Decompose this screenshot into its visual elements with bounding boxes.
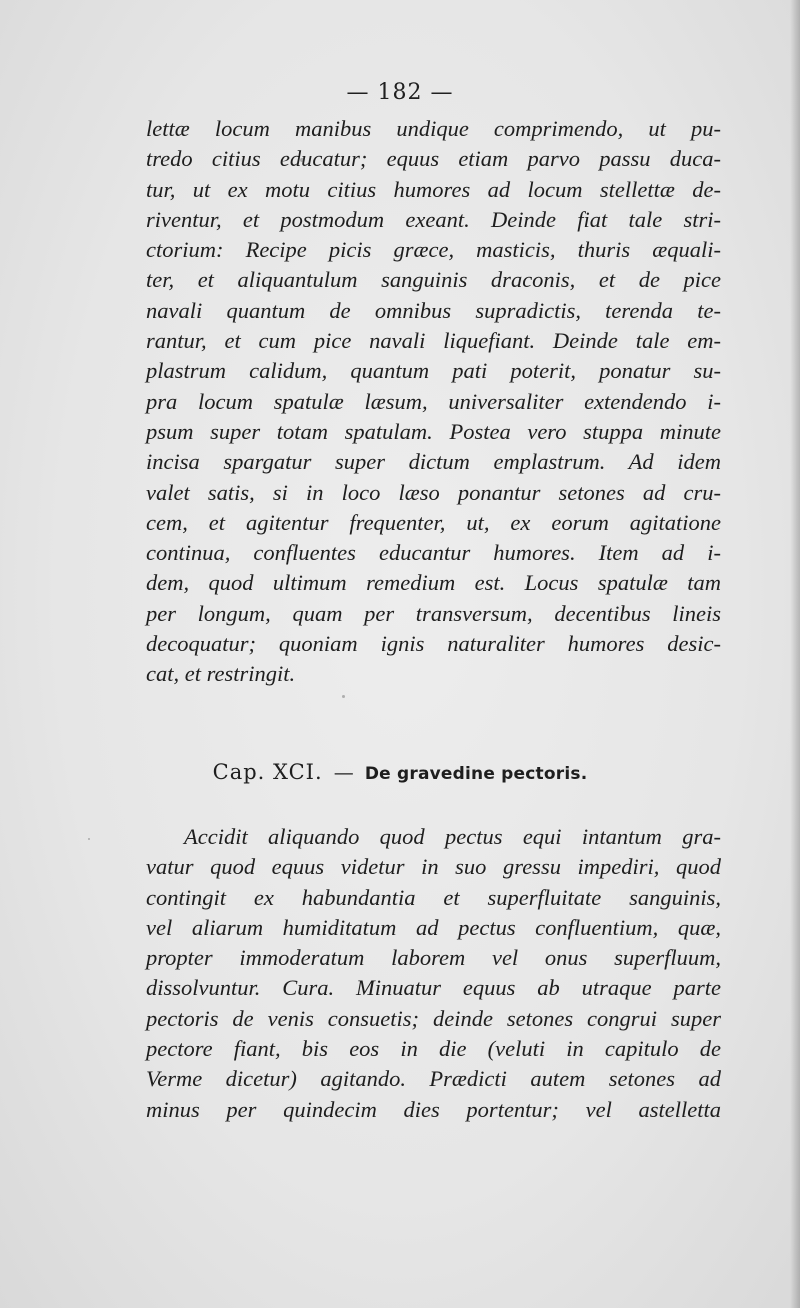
text-line: incisa spargatur super dictum emplastrum. Ad idem (146, 449, 721, 475)
text-line: decoquatur; quoniam ignis naturaliter humores desic- (146, 631, 721, 657)
text-line: psum super totam spatulam. Postea vero stuppa minute (146, 418, 721, 444)
text-line: plastrum calidum, quantum pati poterit, ponatur su- (146, 358, 721, 384)
text-line: pra locum spatulæ læsum, universaliter extendendo i- (146, 388, 721, 414)
paper-speck (342, 695, 345, 698)
text-line: lettæ locum manibus undique comprimendo, ut pu- (146, 116, 721, 141)
chapter-number: Cap. XCI. (212, 760, 323, 784)
page-edge-shadow (790, 0, 800, 1308)
text-line: cat, et restringit. (146, 661, 296, 687)
text-line: Verme dicetur) agitando. Prædicti autem setones ad (146, 1066, 721, 1092)
text-line: minus per quindecim dies portentur; vel astelletta (146, 1096, 721, 1122)
text-line: pectoris de venis consuetis; deinde setones congrui super (146, 1005, 721, 1031)
text-line: ctorium: Recipe picis græce, masticis, thuris æquali- (146, 237, 721, 263)
text-line: dem, quod ultimum remedium est. Locus spatulæ tam (146, 570, 721, 596)
text-line: contingit ex habundantia et superfluitate sanguinis, (146, 884, 721, 910)
text-line: tredo citius educatur; equus etiam parvo passu duca- (146, 146, 721, 172)
text-line: pectore fiant, bis eos in die (veluti in capitulo de (146, 1036, 721, 1062)
chapter-paragraph (146, 822, 721, 1125)
text-line: navali quantum de omnibus supradictis, terenda te- (146, 297, 721, 323)
text-line: per longum, quam per transversum, decentibus lineis (146, 600, 721, 626)
text-line: dissolvuntur. Cura. Minuatur equus ab utraque parte (146, 975, 721, 1001)
paper-speck (88, 838, 90, 840)
text-line: valet satis, si in loco læso ponantur setones ad cru- (146, 479, 721, 505)
page-number: — 182 — (346, 80, 454, 105)
chapter-heading (0, 760, 800, 784)
text-line: propter immoderatum laborem vel onus superfluum, (146, 945, 721, 971)
text-line: tur, ut ex motu citius humores ad locum stellettæ de- (146, 176, 721, 202)
paper-speck (300, 158, 304, 162)
text-line: ter, et aliquantulum sanguinis draconis, et de pice (146, 267, 721, 293)
chapter-dash: — (333, 760, 354, 784)
text-line: vel aliarum humiditatum ad pectus confluentium, quæ, (146, 914, 721, 940)
text-line: continua, confluentes educantur humores. Item ad i- (146, 540, 721, 566)
chapter-title: De gravedine pectoris. (364, 764, 588, 784)
text-line: riventur, et postmodum exeant. Deinde fiat tale stri- (146, 206, 721, 232)
text-line: rantur, et cum pice navali liquefiant. Deinde tale em- (146, 328, 721, 354)
paragraph-continuation (146, 114, 721, 690)
text-line: cem, et agitentur frequenter, ut, ex eorum agitatione (146, 509, 721, 535)
text-line: Accidit aliquando quod pectus equi intantum gra- (184, 824, 721, 849)
text-line: vatur quod equus videtur in suo gressu impediri, quod (146, 854, 721, 880)
